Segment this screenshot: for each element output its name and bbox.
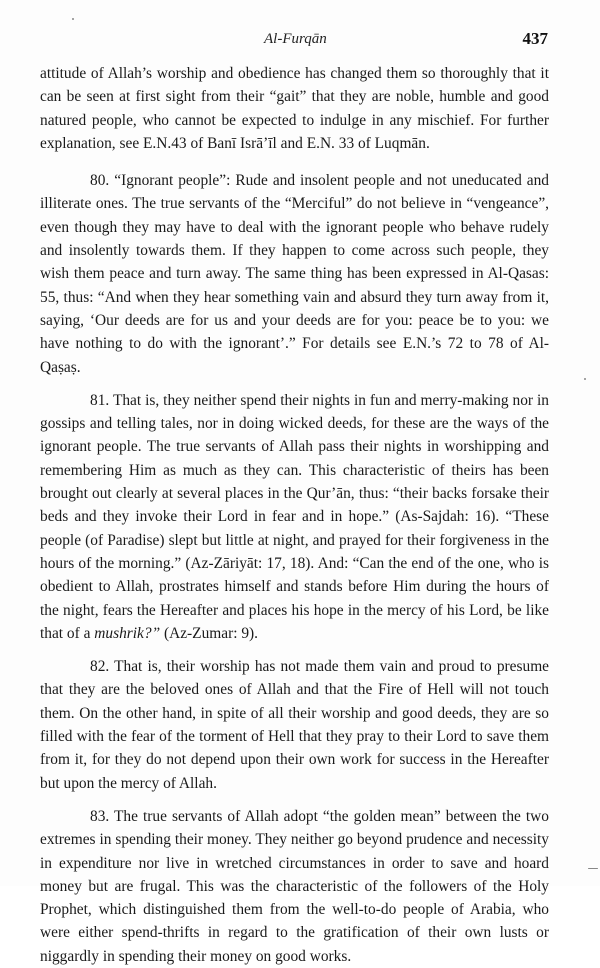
running-title: Al-Furqān [264,31,327,47]
note-text: “Ignorant people”: Rude and insolent people and not uneducated and illiterate ones. The true servants of the “Merciful” do not believe in “vengeance”, even though they may have to deal with the ignorant people who behave rudely and insolently towards them. If they happen to come across such people, they wish them peace and turn away. The same thing has been expressed in Al-Qasas: 55, thus: “And when they hear something vain and absurd they turn away from it, saying, ‘Our deeds are for us and your deeds are for you: peace be to you: we have nothing to do with the ignorant’.” For details see E.N.’s 72 to 78 of Al-Qaṣaṣ. [40,172,549,376]
note-italic-term: mushrik?” [94,624,161,642]
note-number: 82. [90,658,110,676]
continuation-paragraph [40,62,549,155]
note-83 [40,805,549,968]
note-text: The true servants of Allah adopt “the golden mean” between the two extremes in spending their money. They neither go beyond prudence and necessity in expenditure nor live in wretched circumstances in order to save and hoard money but are frugal. This was the characteristic of the followers of the Holy Prophet, which distinguished them from the well-to-do people of Arabia, who were either spend-thrifts in regard to the gratification of their own lusts or niggardly in spending their money on good works. [40,807,549,965]
page-number: 437 [522,29,548,48]
note-citation: (Az-Zumar: 9). [160,624,259,642]
note-text: That is, they neither spend their nights in fun and merry-making nor in gossips and telling tales, nor in doing wicked deeds, for these are the ways of the ignorant people. The true servants of Allah pass their nights in worshipping and remembering Him as much as they can. This characteristic of theirs has been brought out clearly at several places in the Qur’ān, thus: “their backs forsake their beds and they invoke their Lord in fear and in hope.” (As-Sajdah: 16). “These people (of Paradise) slept but little at night, and prayed for their forgiveness in the hours of the morning.” (Az-Zāriyāt: 17, 18). And: “Can the end of the one, who is obedient to Allah, prostrates himself and stands before Him during the hours of the night, fears the Hereafter and places his hope in the mercy of his Lord, be like that of a [40,391,549,642]
paragraph-text: attitude of Allah’s worship and obedience has changed them so thoroughly that it can be seen at first sight from their “gait” that they are noble, humble and good natured people, who cannot be expected to indulge in any mischief. For further explanation, see E.N.43 of Banī Isrā’īl and E.N. 33 of Luqmān. [40,65,549,152]
note-text: That is, their worship has not made them vain and proud to presume that they are the beloved ones of Allah and that the Fire of Hell will not touch them. On the other hand, in spite of all their worship and good deeds, they are so filled with the fear of the torment of Hell that they pray to their Lord to save them from it, for they do not depend upon their own work for success in the Hereafter but upon the mercy of Allah. [40,658,549,792]
note-81 [40,389,549,645]
scan-speck [584,378,586,380]
note-number: 83. [90,807,110,825]
note-80 [40,169,549,379]
page-header [40,28,548,52]
scan-speck [72,18,74,20]
note-number: 80. [90,172,110,190]
page-body [40,62,549,968]
scan-speck [588,868,598,869]
note-number: 81. [90,391,110,409]
note-82 [40,655,549,795]
